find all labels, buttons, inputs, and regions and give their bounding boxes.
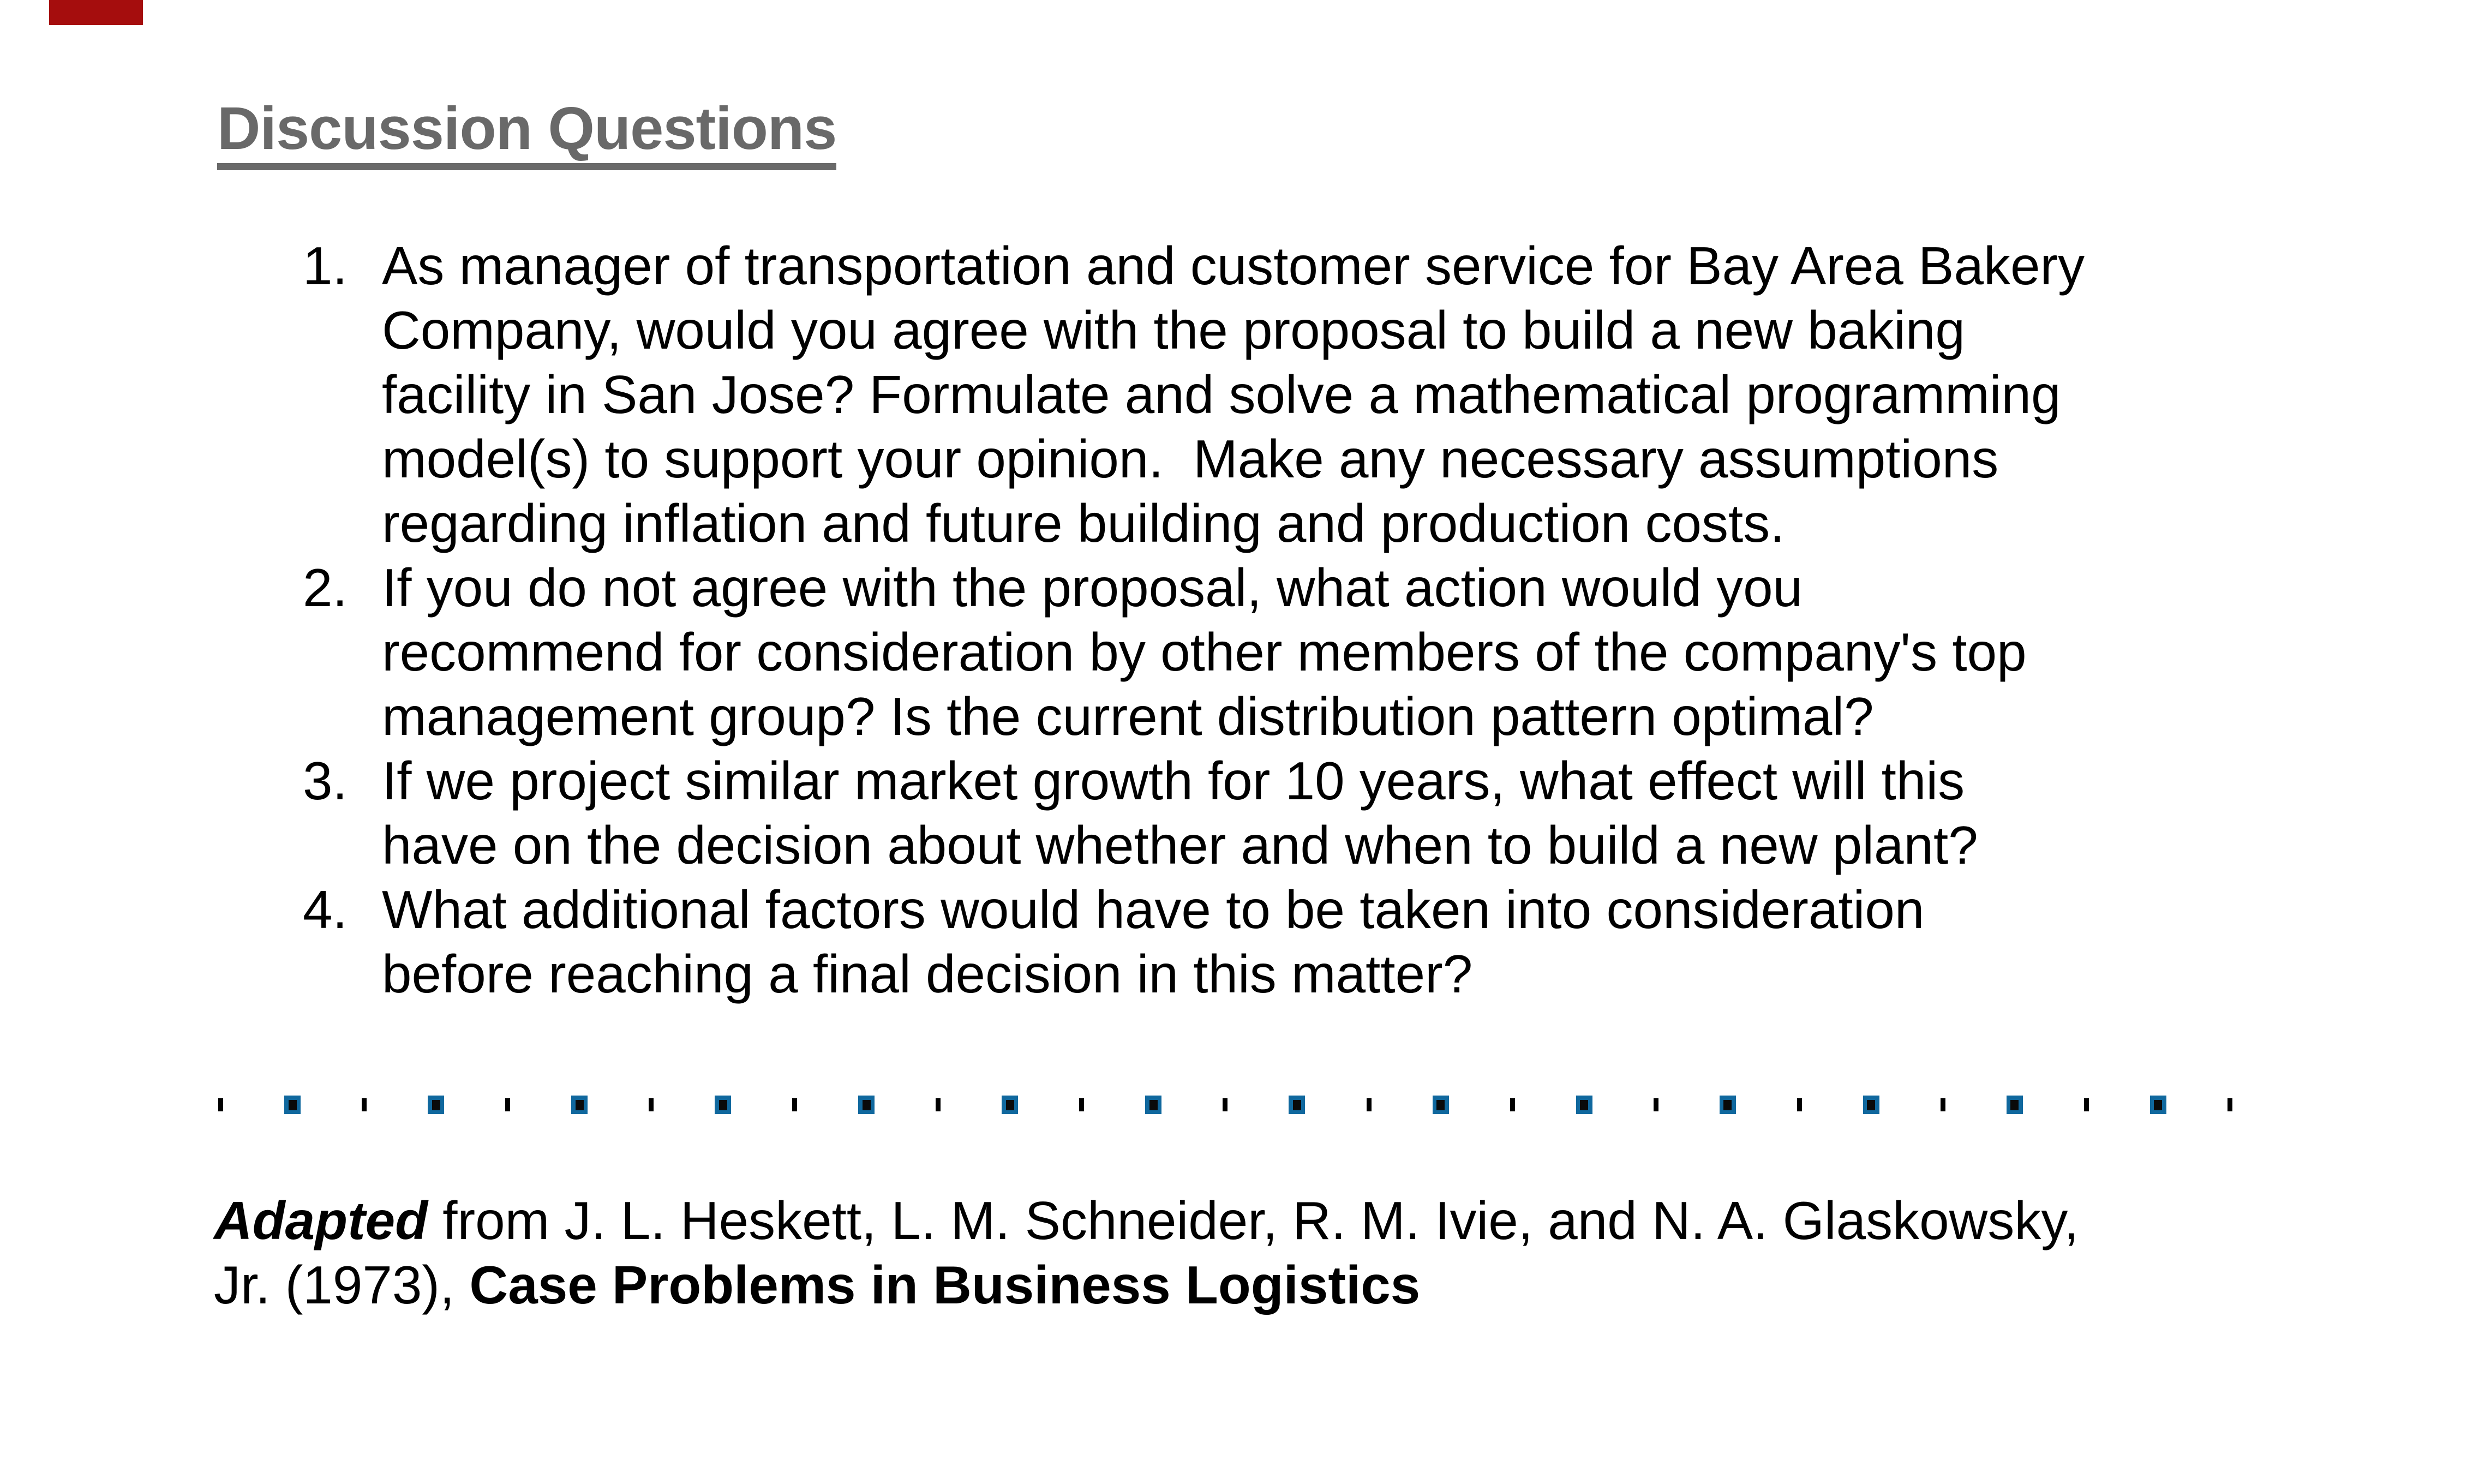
question-text: [382, 877, 2085, 1006]
question-text-line: management group? Is the current distribution pattern optimal?: [382, 686, 1874, 746]
attribution-authors: from J. L. Heskett, L. M. Schneider, R. M. Ivie, and N. A. Glaskowsky,: [428, 1190, 2079, 1250]
attribution-line-1: [214, 1188, 2079, 1253]
divider-square: [2007, 1096, 2023, 1114]
attribution-adapted-label: Adapted: [214, 1190, 428, 1250]
divider-dot: [792, 1098, 797, 1111]
question-text-line: If you do not agree with the proposal, what action would you: [382, 558, 1803, 618]
divider-square-inner: [1580, 1100, 1588, 1110]
question-text-line: recommend for consideration by other members of the company's top: [382, 622, 2027, 682]
divider-square-inner: [1149, 1100, 1158, 1110]
divider-square: [284, 1096, 301, 1114]
attribution-line-2: [214, 1253, 2079, 1317]
question-text-line: Company, would you agree with the proposal to build a new baking: [382, 300, 1965, 360]
divider-square-inner: [576, 1100, 584, 1110]
question-item: [303, 877, 2085, 1006]
divider-square: [1433, 1096, 1449, 1114]
question-text-line: What additional factors would have to be taken into consideration: [382, 879, 1925, 940]
question-text-line: before reaching a final decision in this matter?: [382, 944, 1473, 1004]
question-number: 3.: [303, 751, 348, 811]
question-number: 1.: [303, 236, 348, 296]
question-item: [303, 234, 2085, 555]
page-title: Discussion Questions: [217, 99, 836, 170]
divider-square: [1289, 1096, 1305, 1114]
divider-square: [1863, 1096, 1879, 1114]
divider-dot: [1367, 1098, 1372, 1111]
divider-square-inner: [1723, 1100, 1732, 1110]
divider-square: [715, 1096, 731, 1114]
divider-square-inner: [289, 1100, 297, 1110]
question-text-line: As manager of transportation and customer service for Bay Area Bakery: [382, 236, 2085, 296]
divider-square: [428, 1096, 444, 1114]
divider-square: [1576, 1096, 1592, 1114]
divider-dot: [505, 1098, 510, 1111]
divider-dot: [1797, 1098, 1802, 1111]
question-number: 2.: [303, 558, 348, 618]
divider-square-inner: [2010, 1100, 2019, 1110]
question-text-line: model(s) to support your opinion. Make any necessary assumptions: [382, 429, 1999, 489]
question-text: [382, 749, 2085, 877]
divider-dot: [2227, 1098, 2232, 1111]
attribution: [214, 1188, 2079, 1317]
discussion-question-list: [303, 234, 2085, 1006]
question-item: [303, 749, 2085, 877]
divider-square: [858, 1096, 875, 1114]
divider-square: [571, 1096, 588, 1114]
divider-dot: [1079, 1098, 1084, 1111]
question-text: [382, 234, 2085, 555]
divider-square-inner: [2154, 1100, 2162, 1110]
question-text-line: If we project similar market growth for 10 years, what effect will this: [382, 751, 1965, 811]
question-number: 4.: [303, 879, 348, 940]
question-text-line: regarding inflation and future building and production costs.: [382, 493, 1785, 553]
divider-square-inner: [863, 1100, 871, 1110]
question-text-line: facility in San Jose? Formulate and solve a mathematical programming: [382, 364, 2061, 424]
divider-dot: [936, 1098, 941, 1111]
divider-dot: [1510, 1098, 1515, 1111]
divider-square-inner: [719, 1100, 727, 1110]
divider-square-inner: [1006, 1100, 1014, 1110]
question-item: [303, 555, 2085, 749]
attribution-year: Jr. (1973),: [214, 1255, 470, 1315]
divider-square: [1145, 1096, 1161, 1114]
divider-square: [2150, 1096, 2166, 1114]
divider-dot: [649, 1098, 654, 1111]
divider-square-inner: [432, 1100, 440, 1110]
divider-dot: [362, 1098, 367, 1111]
divider-square-inner: [1293, 1100, 1301, 1110]
divider-dot: [1223, 1098, 1227, 1111]
divider-square-inner: [1867, 1100, 1875, 1110]
divider-dot: [1941, 1098, 1945, 1111]
divider-dot: [1654, 1098, 1658, 1111]
dotted-divider: [218, 1093, 2232, 1116]
question-text: [382, 555, 2085, 749]
divider-square: [1720, 1096, 1736, 1114]
red-corner-mark: [49, 0, 143, 25]
divider-dot: [218, 1098, 223, 1111]
divider-dot: [2084, 1098, 2089, 1111]
attribution-book-title: Case Problems in Business Logistics: [469, 1255, 1421, 1315]
divider-square: [1002, 1096, 1018, 1114]
divider-square-inner: [1436, 1100, 1445, 1110]
question-text-line: have on the decision about whether and when to build a new plant?: [382, 815, 1978, 875]
